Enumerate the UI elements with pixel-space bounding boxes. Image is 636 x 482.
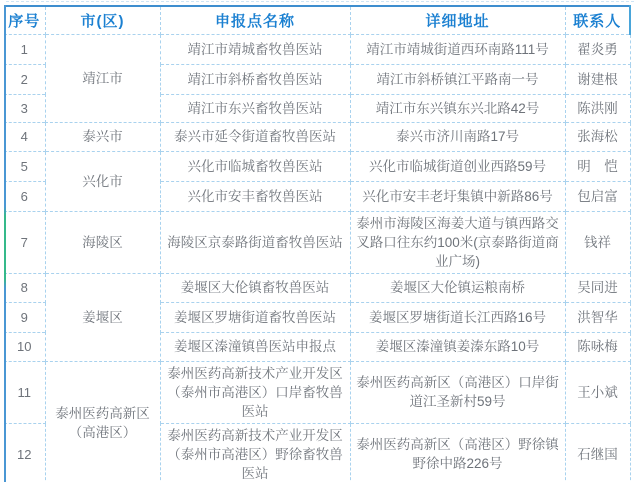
contact-cell: 谢建根 — [565, 64, 630, 94]
header-city: 市(区) — [45, 6, 160, 34]
address-cell: 兴化市安丰老圩集镇中新路86号 — [350, 181, 565, 211]
address-cell: 姜堰区大伦镇运粮南桥 — [350, 273, 565, 302]
contact-cell: 王小斌 — [565, 361, 630, 423]
row-number-cell: 2 — [4, 64, 45, 94]
contact-cell: 洪智华 — [565, 302, 630, 332]
address-cell: 靖江市东兴镇东兴北路42号 — [350, 94, 565, 122]
contact-cell: 张海松 — [565, 122, 630, 151]
address-cell: 姜堰区溱潼镇姜溱东路10号 — [350, 332, 565, 361]
row-number-cell: 10 — [4, 332, 45, 361]
row-number-cell: 11 — [4, 361, 45, 423]
address-cell: 泰州医药高新区（高港区）野徐镇野徐中路226号 — [350, 423, 565, 482]
contact-cell: 陈洪刚 — [565, 94, 630, 122]
contact-cell: 陈咏梅 — [565, 332, 630, 361]
city-cell: 兴化市 — [45, 151, 160, 211]
site-name-cell: 靖江市靖城畜牧兽医站 — [160, 34, 350, 64]
address-cell: 靖江市靖城街道西环南路111号 — [350, 34, 565, 64]
site-name-cell: 兴化市安丰畜牧兽医站 — [160, 181, 350, 211]
city-cell: 泰兴市 — [45, 122, 160, 151]
table-row — [4, 122, 630, 151]
address-cell: 姜堰区罗塘街道长江西路16号 — [350, 302, 565, 332]
contact-cell: 钱祥 — [565, 211, 630, 273]
cropped-row-line — [6, 1, 634, 2]
address-cell: 兴化市临城街道创业西路59号 — [350, 151, 565, 181]
site-name-cell: 泰州医药高新技术产业开发区（泰州市高港区）口岸畜牧兽医站 — [160, 361, 350, 423]
site-name-cell: 泰兴市延令街道畜牧兽医站 — [160, 122, 350, 151]
table-left-border — [4, 5, 6, 482]
site-name-cell: 姜堰区溱潼镇兽医站申报点 — [160, 332, 350, 361]
table-row — [4, 361, 630, 423]
city-cell: 海陵区 — [45, 211, 160, 273]
header-seq: 序号 — [4, 6, 45, 34]
declaration-points-table — [4, 5, 630, 482]
row-number-cell: 9 — [4, 302, 45, 332]
site-name-cell: 姜堰区罗塘街道畜牧兽医站 — [160, 302, 350, 332]
row-number-cell: 4 — [4, 122, 45, 151]
address-cell: 泰州医药高新区（高港区）口岸街道江圣新村59号 — [350, 361, 565, 423]
contact-cell: 明 恺 — [565, 151, 630, 181]
city-cell: 靖江市 — [45, 34, 160, 122]
row-number-cell: 12 — [4, 423, 45, 482]
header-contact: 联系人 — [565, 6, 630, 34]
table-row — [4, 151, 630, 181]
header-address: 详细地址 — [350, 6, 565, 34]
contact-cell: 翟炎勇 — [565, 34, 630, 64]
site-name-cell: 泰州医药高新技术产业开发区（泰州市高港区）野徐畜牧兽医站 — [160, 423, 350, 482]
table-header-row — [4, 6, 630, 34]
table-row — [4, 211, 630, 273]
row-number-cell: 8 — [4, 273, 45, 302]
contact-cell: 石继国 — [565, 423, 630, 482]
table-row — [4, 273, 630, 302]
table-row — [4, 34, 630, 64]
site-name-cell: 兴化市临城畜牧兽医站 — [160, 151, 350, 181]
row-number-cell: 5 — [4, 151, 45, 181]
row-number-cell: 3 — [4, 94, 45, 122]
row-number-cell: 6 — [4, 181, 45, 211]
site-name-cell: 靖江市东兴畜牧兽医站 — [160, 94, 350, 122]
city-cell: 泰州医药高新区（高港区） — [45, 361, 160, 482]
header-site: 申报点名称 — [160, 6, 350, 34]
site-name-cell: 海陵区京泰路街道畜牧兽医站 — [160, 211, 350, 273]
row-number-cell: 7 — [4, 211, 45, 273]
contact-cell: 包启富 — [565, 181, 630, 211]
contact-cell: 吴同进 — [565, 273, 630, 302]
table — [4, 5, 631, 482]
row-number-cell: 1 — [4, 34, 45, 64]
address-cell: 泰州市海陵区海姜大道与镇西路交叉路口往东约100米(京泰路街道商业广场) — [350, 211, 565, 273]
site-name-cell: 姜堰区大伦镇畜牧兽医站 — [160, 273, 350, 302]
site-name-cell: 靖江市斜桥畜牧兽医站 — [160, 64, 350, 94]
address-cell: 靖江市斜桥镇江平路南一号 — [350, 64, 565, 94]
address-cell: 泰兴市济川南路17号 — [350, 122, 565, 151]
city-cell: 姜堰区 — [45, 273, 160, 361]
